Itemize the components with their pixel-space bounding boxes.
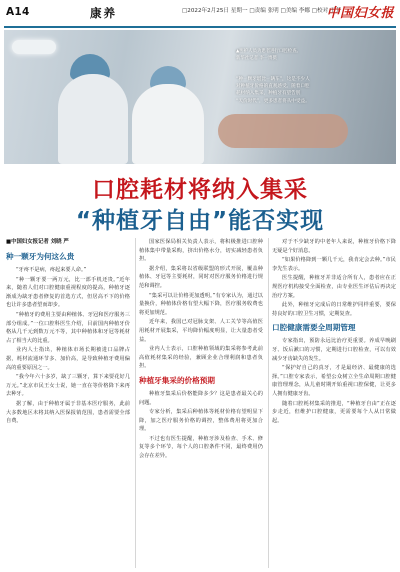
paragraph: “我今年六十多岁，缺了三颗牙，算下来要花好几万元。”北京市民王女士说，她一直在等价格降下来再去种牙。	[6, 374, 130, 398]
photo-credit-line: 新华社记者 李一博摄	[236, 56, 277, 61]
section-heading: 种一颗牙为何这么贵	[6, 252, 75, 261]
subheadline: “种植牙自由”能否实现	[75, 208, 325, 234]
paragraph: 业内人士表示，口腔种植领域的集采将参考此前高值耗材集采的经验，兼顾企业合理利润和患者负担。	[139, 346, 263, 370]
paragraph: “种一颗牙要一两万元，比一部手机还贵。”近年来，随着人们对口腔健康重视程度的提高，种植牙逐渐成为缺牙患者修复的首选方式，但居高不下的价格也让许多患者望而却步。	[6, 276, 130, 309]
nurse-figure	[132, 84, 204, 164]
article-column-1	[6, 238, 130, 568]
paragraph: “如果价格降到一颗几千元，我肯定会去种。”市民李先生表示。	[272, 257, 396, 272]
paragraph: 随着口腔耗材集采的推进，“种植牙自由”正在逐步走近，但维护口腔健康，更需要每个人从日常做起。	[272, 400, 396, 424]
paragraph: 国家医保局相关负责人表示，将积极推进口腔种植体集中带量采购，挤出价格水分，切实减轻患者负担。	[139, 239, 263, 263]
photo-credit-line: ▲医护人员为患者进行口腔检查。	[236, 49, 301, 54]
paragraph: 不过也有医生提醒，种植牙涉及检查、手术、修复等多个环节，每个人的口腔条件不同，最终费用仍会存在差异。	[139, 435, 263, 460]
paragraph: “集采可以让价格更加透明。”有专家认为，通过以量换价，种植体价格有望大幅下降，医疗服务收费也将更加规范。	[139, 292, 263, 316]
headline: 口腔耗材将纳入集采	[92, 177, 308, 203]
paragraph: 据了解，由于种植牙属于非基本医疗服务，此前大多数地区未将其纳入医保报销范围，患者需要全部自费。	[6, 400, 130, 425]
photo-caption-line: “种一颗牙堪比一辆车”，这是不少人	[236, 77, 310, 82]
paragraph: 医生提醒，种植牙并非适合所有人，患者应在正规医疗机构接受全面检查，由专业医生评估后再决定治疗方案。	[272, 275, 396, 299]
column-divider	[268, 238, 269, 568]
photo-caption-line: “天价时代”，更多患者将从中受益。	[236, 98, 310, 104]
photo-credit	[236, 48, 396, 62]
paragraph: “种植牙的费用主要由种植体、牙冠和医疗服务三部分组成。”一位口腔科医生介绍，目前国内种植牙价格从几千元到数万元不等，其中种植体和牙冠等耗材占了相当大的比重。	[6, 311, 130, 344]
paragraph: 近年来，我国已对冠脉支架、人工关节等高值医用耗材开展集采，平均降价幅度明显，让大量患者受益。	[139, 319, 263, 343]
doctor-figure	[58, 74, 128, 164]
photo-caption-line: 对种植牙价格的直观感受。随着口腔	[236, 84, 310, 90]
column-title: 康养	[90, 6, 117, 20]
page-number: A14	[6, 6, 30, 18]
paragraph: 专家分析，集采后种植体等耗材价格有望明显下降，加之医疗服务价格的调控，整体费用将更加合理。	[139, 409, 263, 433]
masthead	[4, 2, 396, 28]
photo-caption-line: 耗材纳入集采，种植牙有望告别	[236, 91, 301, 97]
newspaper-logo: 中国妇女报	[326, 6, 394, 21]
lead-photo	[4, 30, 396, 164]
article-body	[6, 238, 396, 568]
article-column-2	[139, 238, 263, 568]
dental-lamp	[12, 40, 56, 54]
paragraph: “牙疼不是病，疼起来要人命。”	[16, 267, 87, 273]
section-heading: 口腔健康需要全周期管理	[272, 323, 356, 333]
section-heading: 种植牙集采的价格预期	[139, 375, 215, 385]
photo-caption	[236, 76, 384, 120]
paragraph: “保护好自己的真牙，才是最经济、最健康的选择。”口腔专家表示，希望公众树立全生命周期口腔健康管理理念，从儿童时期开始重视口腔保健，让更多人拥有健康牙齿。	[272, 365, 396, 397]
paragraph: 专家指出，预防永远比治疗更重要。养成早晚刷牙、饭后漱口的习惯，定期进行口腔检查，可以有效减少牙齿缺失的发生。	[272, 338, 396, 362]
paragraph: 对于不少缺牙的中老年人来说，种植牙价格下降无疑是个好消息。	[272, 239, 396, 254]
paragraph: 种植牙集采后价格能降多少？这是患者最关心的问题。	[139, 390, 263, 406]
paragraph: 此外，种植牙完成后的日常维护同样重要，要保持良好的口腔卫生习惯，定期复查。	[272, 302, 396, 317]
paragraph: 业内人士指出，种植体市场长期被进口品牌占据，耗材流通环节多、加价高，是导致种植牙费用偏高的重要原因之一。	[6, 347, 130, 371]
column-divider	[135, 238, 136, 568]
byline: ■中国妇女报记者 刘晓 严	[6, 239, 69, 245]
article-column-3	[272, 238, 396, 568]
date-line: □2022年2月25日 星期一 □责编 张明 □美编 李娜 □校对 王芳	[182, 8, 342, 14]
paragraph: 据介绍，集采将以省级联盟的形式开展，覆盖种植体、牙冠等主要耗材，同时对医疗服务价格进行规范和调控。	[139, 265, 263, 289]
